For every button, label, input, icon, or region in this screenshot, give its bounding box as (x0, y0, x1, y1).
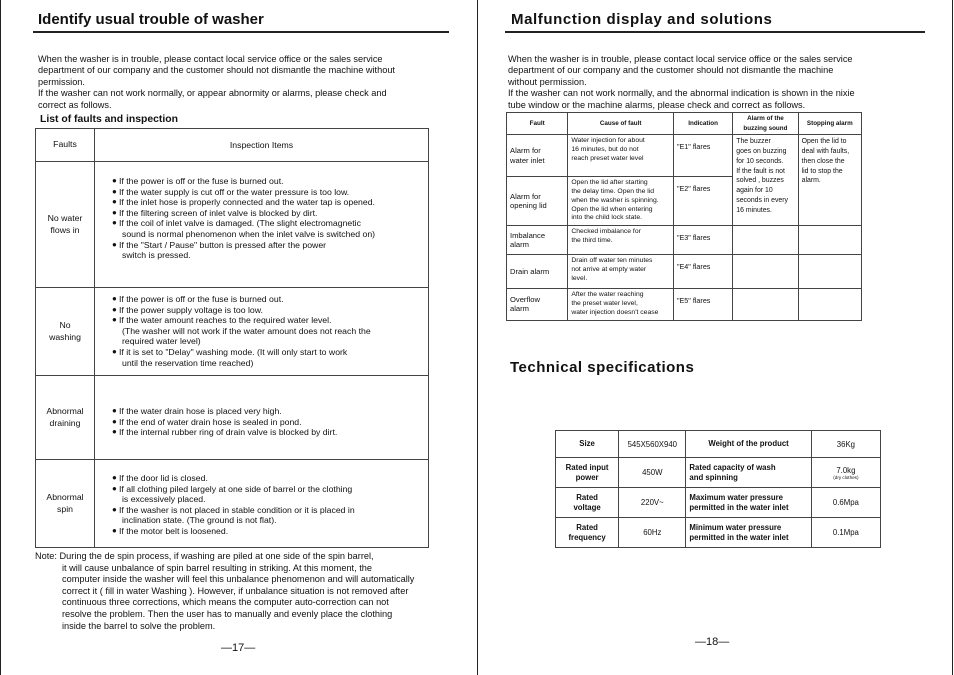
inspection-cell (95, 288, 429, 376)
bullet-icon: ● (112, 406, 117, 415)
intro-line: When the washer is in trouble, please contact local service office or the sales service (508, 54, 853, 64)
malfunction-fault-line: alarm (510, 304, 529, 314)
bullet-icon: ● (112, 483, 117, 493)
fault-list-title: List of faults and inspection (40, 114, 178, 125)
stopping-alarm-line: lid to stop the (801, 167, 843, 175)
malfunction-indication: "E3" flares (673, 226, 732, 255)
inspection-item-line: is excessively placed. (122, 494, 206, 505)
malfunction-cause-line: reach preset water level (571, 154, 644, 162)
spin-note (35, 551, 414, 632)
malfunction-indication: "E2" flares (673, 177, 732, 226)
bullet-icon: ● (112, 427, 117, 437)
malfunction-indication: "E1" flares (673, 135, 732, 177)
malfunction-fault (507, 289, 568, 320)
inspection-cell (95, 162, 429, 288)
note-line: correct it ( fill in water Washing ). However, if unbalance situation is not removed after (62, 585, 409, 596)
left-title-rule (33, 31, 449, 33)
spec-label2-line: and spinning (689, 472, 738, 482)
inspection-item-line: If the power is off or the fuse is burned out. (119, 294, 284, 304)
malfunction-cause-line: After the water reaching (571, 291, 644, 299)
inspection-item-line: If the end of water drain hose is sealed in pond. (119, 416, 302, 427)
inspection-item-line: sound is normal phenomenon when the inlet valve is switched on) (122, 228, 376, 239)
spec-value-2 (811, 488, 880, 518)
malfunction-cause-line: into the child lock state. (571, 214, 642, 222)
buzzer-alarm-line: seconds in every (736, 196, 788, 204)
spec-label-2 (686, 488, 811, 518)
inspection-item (112, 346, 428, 368)
spec-label-line: voltage (573, 502, 601, 512)
inspection-items (37, 460, 428, 537)
spec-value: 450W (619, 458, 686, 488)
spec-value2-line: 7.0kg (836, 465, 856, 475)
malfunction-cause-line: Drain off water ten minutes (571, 257, 653, 265)
stopping-alarm-line: Open the lid to (801, 138, 847, 146)
malfunction-indication: "E5" flares (673, 289, 732, 320)
malfunction-fault-line: Overflow (510, 294, 540, 304)
spec-value2-line: 0.1Mpa (832, 528, 859, 537)
note-line: continuous three corrections, which means the computer auto-correction can not (62, 597, 389, 608)
inspection-cell (95, 460, 429, 548)
malfunction-row (507, 255, 862, 289)
inspection-item (112, 304, 428, 316)
stopping-alarm-line: deal with faults, (801, 147, 850, 155)
right-page-number: —18— (695, 636, 730, 648)
fault-name-line: No water (47, 213, 83, 223)
malfunction-fault-line: Drain alarm (510, 266, 550, 276)
stopping-alarm-line: alarm. (801, 177, 821, 185)
bullet-icon: ● (112, 239, 117, 249)
spec-row (556, 458, 881, 488)
malfunction-row (507, 289, 862, 320)
inspection-item (112, 186, 428, 198)
malfunction-cause-line: Open the lid when entering (571, 205, 653, 213)
fault-name-line: spin (57, 503, 73, 514)
malfunction-cause-line: not arrive at empty water (571, 265, 647, 273)
buzzer-alarm-line: If the fault is not (736, 167, 785, 175)
spec-table (555, 430, 881, 548)
inspection-item-line: If the motor belt is loosened. (119, 525, 229, 536)
inspection-item (112, 504, 428, 526)
inspection-item-line: If the water amount reaches to the required water level. (119, 315, 332, 326)
spec-label-line: Rated (576, 523, 598, 532)
inspection-item-line: If the inlet hose is properly connected and the water tap is opened. (119, 197, 375, 208)
malfunction-fault-line: opening lid (510, 201, 547, 211)
fault-name-line: draining (49, 417, 81, 428)
inspection-item-line: switch is pressed. (122, 250, 191, 261)
inspection-item-line: required water level) (122, 336, 201, 347)
spec-value-2 (811, 431, 880, 458)
note-line: computer inside the washer will feel this unbalance phenomenon and will automatically (62, 574, 415, 585)
inspection-item-line: If the power is off or the fuse is burned out. (119, 176, 284, 186)
malfunction-fault-line: Imbalance (510, 230, 546, 240)
intro-line: department of our company and the customer should not dismantle the machine (508, 65, 834, 76)
page-divider (477, 0, 478, 675)
spec-label2-line: Weight of the product (708, 439, 789, 449)
inspection-item-line: If the internal rubber ring of drain valve is blocked by dirt. (119, 427, 338, 438)
spec-label-line: frequency (568, 532, 606, 542)
spec-label-2 (686, 518, 811, 548)
inspection-item (112, 416, 428, 428)
buzzer-alarm-line: for 10 seconds. (736, 157, 784, 165)
buzzer-alarm-line: 16 minutes. (736, 206, 772, 214)
inspection-item-line: If the door lid is closed. (119, 473, 208, 483)
right-page-title: Malfunction display and solutions (511, 11, 773, 28)
left-page-number: —17— (221, 642, 256, 654)
faults-table-header (36, 129, 429, 162)
spec-label2-line: Maximum water pressure (689, 493, 783, 502)
malfunction-fault-line: Alarm for (510, 191, 541, 201)
spec-value2-line: (dry clothes) (833, 474, 859, 480)
inspection-item-line: If the power supply voltage is too low. (119, 304, 263, 315)
malfunction-row (507, 135, 862, 177)
note-line: resolve the problem. Then the user has to manually and evenly place the clothing (62, 608, 393, 619)
empty-alarm-cell (733, 255, 798, 289)
left-intro-text (38, 54, 395, 111)
inspection-item (112, 525, 428, 537)
bullet-icon: ● (112, 197, 117, 207)
inspection-item-line: If the coil of inlet valve is damaged. (The slight electromagnetic (119, 218, 361, 229)
spec-value2-line: 36Kg (836, 439, 855, 449)
spec-value2-line: 0.6Mpa (832, 498, 859, 507)
malfunction-cause-line: when the washer is spinning. (571, 196, 659, 204)
malfunction-indication: "E4" flares (673, 255, 732, 289)
inspection-items (37, 288, 428, 368)
spec-label-2 (686, 431, 811, 458)
malfunction-cause-line: Water injection for about (571, 137, 645, 145)
inspection-item (112, 176, 428, 187)
fault-row (36, 288, 429, 376)
inspection-item-line: If the water supply is cut off or the water pressure is too low. (119, 186, 350, 197)
spec-label-line: power (575, 472, 599, 482)
alarm-header-line-2: buzzing sound (743, 124, 788, 132)
fault-name-line: flows in (50, 224, 80, 235)
spec-label-2 (686, 458, 811, 488)
alarm-header-line-1: Alarm of the (747, 115, 784, 122)
buzzer-alarm-line: solved , buzzes (736, 177, 784, 185)
intro-line: tube window or the machine alarms, please check and correct as follows. (508, 99, 806, 110)
intro-line: department of our company and the customer should not dismantle the machine without (38, 65, 395, 76)
left-page-border (0, 0, 1, 675)
cause-col-header: Cause of fault (568, 113, 674, 135)
intro-line: If the washer can not work normally, or appear abnormity or alarms, please check and (38, 88, 387, 99)
inspection-cell (95, 376, 429, 460)
intro-line: permission. (38, 76, 85, 87)
spec-label2-line: permitted in the water inlet (689, 532, 789, 542)
spec-label (556, 518, 619, 548)
stopping-col-header: Stopping alarm (798, 113, 861, 135)
empty-stopping-cell (798, 226, 861, 255)
fault-row (36, 460, 429, 548)
spec-label2-line: Rated capacity of wash (689, 463, 776, 472)
malfunction-fault-line: alarm (510, 240, 529, 250)
empty-alarm-cell (733, 226, 798, 255)
spec-value-2 (811, 518, 880, 548)
buzzer-alarm-line: goes on buzzing (736, 147, 787, 155)
malfunction-table-header (507, 113, 862, 135)
inspection-item (112, 218, 428, 239)
bullet-icon: ● (112, 304, 117, 314)
bullet-icon: ● (112, 176, 117, 185)
spec-value: 545X560X940 (619, 431, 686, 458)
inspection-item-line: If the filtering screen of inlet valve is blocked by dirt. (119, 207, 318, 218)
inspection-item (112, 294, 428, 305)
inspection-item (112, 239, 428, 261)
right-title-rule (505, 31, 925, 33)
inspection-items (37, 376, 428, 438)
spec-value: 60Hz (619, 518, 686, 548)
bullet-icon: ● (112, 315, 117, 325)
stopping-alarm-cell (798, 135, 861, 226)
malfunction-cause (568, 135, 674, 177)
bullet-icon: ● (112, 294, 117, 303)
spec-row (556, 431, 881, 458)
fault-name-line: Abnormal (46, 492, 84, 502)
faults-header: Faults (36, 129, 95, 162)
bullet-icon: ● (112, 218, 117, 228)
inspection-item (112, 473, 428, 484)
malfunction-cause-line: 16 minutes, but do not (571, 145, 639, 153)
fault-row (36, 162, 429, 288)
spec-label2-line: permitted in the water inlet (689, 502, 789, 512)
spec-title: Technical specifications (510, 359, 695, 376)
bullet-icon: ● (112, 473, 117, 482)
bullet-icon: ● (112, 207, 117, 217)
inspection-item-line: (The washer will not work if the water amount does not reach the (122, 325, 371, 336)
malfunction-cause-line: the delay time. Open the lid (571, 187, 655, 195)
empty-alarm-cell (733, 289, 798, 320)
spec-label-line: Size (579, 439, 595, 449)
faults-table (35, 128, 429, 548)
note-line: inside the barrel to solve the problem. (62, 620, 216, 631)
right-intro-text (508, 54, 855, 111)
malfunction-cause-line: Open the lid after starting (571, 179, 648, 187)
inspection-item (112, 197, 428, 208)
malfunction-cause-line: water injection doesn't cease (571, 308, 659, 316)
fault-name-line: Abnormal (46, 406, 84, 416)
inspection-header: Inspection Items (95, 129, 429, 162)
malfunction-row (507, 226, 862, 255)
inspection-item (112, 315, 428, 347)
spec-label (556, 488, 619, 518)
intro-line: When the washer is in trouble, please contact local service office or the sales service (38, 54, 383, 64)
malfunction-cause (568, 226, 674, 255)
right-page-border (952, 0, 953, 675)
alarm-col-header (733, 113, 798, 135)
note-line: Note: During the de spin process, if washing are piled at one side of the spin barrel, (35, 551, 374, 561)
inspection-item (112, 207, 428, 219)
bullet-icon: ● (112, 186, 117, 196)
malfunction-cause-line: level. (571, 274, 588, 282)
bullet-icon: ● (112, 504, 117, 514)
malfunction-cause-line: the preset water level, (571, 299, 638, 307)
spec-label (556, 458, 619, 488)
inspection-item-line: If the "Start / Pause" button is pressed after the power (119, 239, 327, 250)
spec-value-2 (811, 458, 880, 488)
intro-line: If the washer can not work normally, and the abnormal indication is shown in the nixie (508, 88, 855, 99)
inspection-item (112, 406, 428, 417)
malfunction-cause-line: Checked imbalance for (571, 228, 641, 236)
left-page-title: Identify usual trouble of washer (38, 11, 264, 28)
malfunction-fault-line: Alarm for (510, 146, 541, 156)
bullet-icon: ● (112, 525, 117, 535)
fault-row (36, 376, 429, 460)
malfunction-cause (568, 177, 674, 226)
inspection-item-line: If all clothing piled largely at one side of barrel or the clothing (119, 483, 353, 494)
empty-stopping-cell (798, 255, 861, 289)
indication-col-header: Indication (673, 113, 732, 135)
inspection-item (112, 427, 428, 438)
spec-value: 220V~ (619, 488, 686, 518)
spec-label2-line: Minimum water pressure (689, 523, 782, 532)
fault-col-header: Fault (507, 113, 568, 135)
malfunction-cause-line: the third time. (571, 236, 613, 244)
buzzer-alarm-line: again for 10 (736, 187, 773, 195)
spec-row (556, 518, 881, 548)
bullet-icon: ● (112, 416, 117, 426)
intro-line: correct as follows. (38, 99, 112, 110)
spec-label (556, 431, 619, 458)
intro-line: without permission. (508, 76, 587, 87)
fault-name-line: washing (49, 331, 81, 342)
malfunction-fault (507, 177, 568, 226)
inspection-item-line: If it is set to "Delay" washing mode. (It will only start to work (119, 346, 348, 357)
malfunction-cause (568, 255, 674, 289)
inspection-item-line: If the water drain hose is placed very high. (119, 406, 282, 416)
stopping-alarm-line: then close the (801, 157, 845, 165)
inspection-item (112, 483, 428, 505)
malfunction-fault (507, 226, 568, 255)
inspection-item-line: until the reservation time reached) (122, 357, 254, 368)
inspection-items (37, 162, 428, 261)
buzzer-alarm-line: The buzzer (736, 138, 771, 146)
spec-label-line: Rated (576, 493, 598, 502)
malfunction-fault-line: water inlet (510, 155, 545, 165)
empty-stopping-cell (798, 289, 861, 320)
inspection-item-line: If the washer is not placed in stable condition or it is placed in (119, 504, 355, 515)
malfunction-fault (507, 255, 568, 289)
inspection-item-line: inclination state. (The ground is not flat). (122, 515, 277, 526)
malfunction-fault (507, 135, 568, 177)
note-line: it will cause unbalance of spin barrel resulting in striking. At this moment, the (62, 562, 372, 573)
spec-label-line: Rated input (565, 463, 609, 472)
spec-row (556, 488, 881, 518)
malfunction-cause (568, 289, 674, 320)
bullet-icon: ● (112, 346, 117, 356)
malfunction-table (506, 112, 862, 321)
fault-name-line: No (59, 320, 71, 330)
buzzer-alarm-cell (733, 135, 798, 226)
